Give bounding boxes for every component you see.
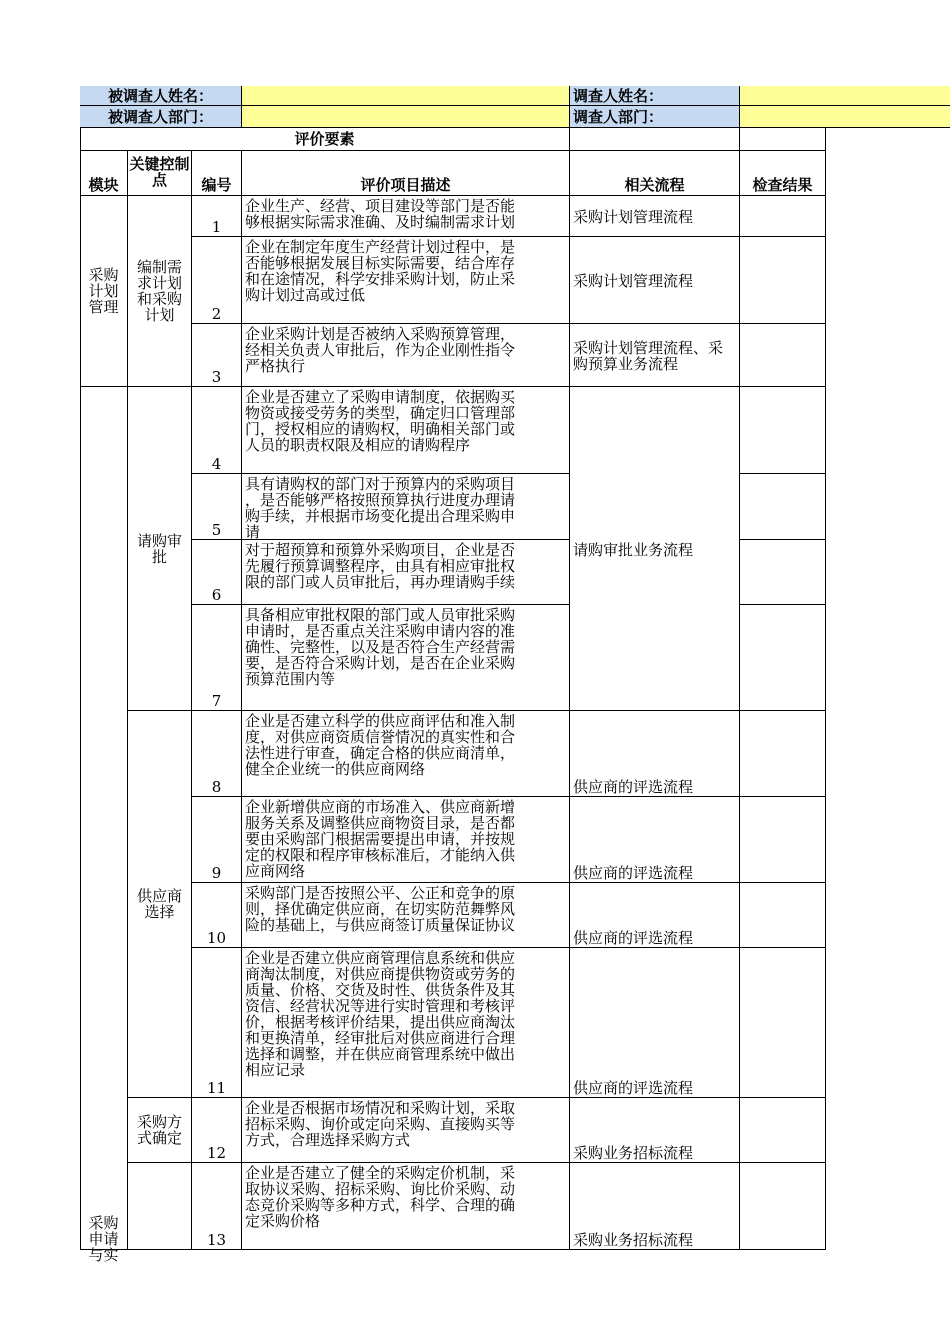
description-line: 取协议采购、招标采购、询比价采购、动 [245, 1180, 516, 1198]
process-cell [570, 324, 740, 387]
row-number [192, 540, 242, 605]
row-description [242, 196, 570, 237]
investigator-name-input[interactable] [740, 86, 950, 106]
process-cell [570, 883, 740, 948]
control-header-text: 关键控制点 [129, 155, 190, 189]
row-number [192, 883, 242, 948]
description-line: 和在途情况，科学安排采购计划，防止采 [245, 270, 516, 288]
respondent-dept-input[interactable] [242, 106, 570, 128]
row-number-text: 9 [211, 864, 222, 882]
result-cell[interactable] [740, 196, 826, 237]
row-number-text: 12 [206, 1144, 227, 1162]
description-line: 定采购价格 [245, 1212, 321, 1230]
row-number [192, 948, 242, 1098]
row-description [242, 1098, 570, 1163]
row-number-text: 13 [206, 1231, 227, 1249]
row-number [192, 1163, 242, 1250]
investigator-name-label [570, 86, 740, 106]
process-text: 采购业务招标流程 [573, 1231, 694, 1249]
description-line: 门，授权相应的请购权，明确相关部门或 [245, 420, 516, 438]
description-line: 企业采购计划是否被纳入采购预算管理， [245, 325, 516, 343]
result-cell[interactable] [740, 883, 826, 948]
row-description [242, 387, 570, 474]
process-text: 供应商的评选流程 [573, 1079, 694, 1097]
description-line: 具备相应审批权限的部门或人员审批采购 [245, 606, 516, 624]
description-line: 企业是否建立了采购申请制度，依据购买 [245, 388, 516, 406]
description-line: 商淘汰制度，对供应商提供物资或劳务的 [245, 965, 516, 983]
control-point-cell [128, 1098, 192, 1163]
number-header [192, 151, 242, 196]
process-text: 采购计划管理流程、采购预算业务流程 [573, 339, 724, 373]
process-cell [570, 387, 740, 711]
process-header [570, 151, 740, 196]
number-header-text: 编号 [201, 176, 232, 194]
row-description [242, 237, 570, 324]
result-header [740, 151, 826, 196]
description-line: 应商网络 [245, 862, 306, 880]
row-number-text: 8 [211, 778, 222, 796]
row-number [192, 324, 242, 387]
respondent-dept-label [80, 106, 242, 128]
description-line: 选择和调整，并在供应商管理系统中做出 [245, 1045, 516, 1063]
module-name: 采购申请与实 [88, 1214, 119, 1264]
row-number-text: 4 [211, 455, 222, 473]
description-line: ，是否能够严格按照预算执行进度办理请 [245, 491, 516, 509]
row-number [192, 797, 242, 883]
row-number [192, 387, 242, 474]
result-header-text: 检查结果 [752, 176, 813, 194]
result-cell[interactable] [740, 1163, 826, 1250]
process-text: 供应商的评选流程 [573, 778, 694, 796]
description-line: 购计划过高或过低 [245, 286, 366, 304]
result-cell[interactable] [740, 540, 826, 605]
row-number-text: 6 [211, 586, 222, 604]
investigator-name-label-text: 调查人姓名： [573, 86, 664, 105]
row-number-text: 7 [211, 692, 222, 710]
blank-header-cell [570, 128, 740, 151]
row-number-text: 1 [211, 218, 222, 236]
row-number-text: 5 [211, 521, 222, 539]
description-line: 否能够根据发展目标实际需要，结合库存 [245, 254, 516, 272]
description-line: 态竞价采购等多种方式，科学、合理的确 [245, 1196, 516, 1214]
process-cell [570, 196, 740, 237]
description-line: 经相关负责人审批后，作为企业刚性指令 [245, 341, 516, 359]
process-text: 请购审批业务流程 [573, 540, 694, 559]
process-text: 采购计划管理流程 [573, 272, 694, 290]
description-line: 企业是否根据市场情况和采购计划，采取 [245, 1099, 516, 1117]
row-number [192, 237, 242, 324]
description-line: 度，对供应商资质信誉情况的真实性和合 [245, 728, 516, 746]
process-cell [570, 711, 740, 797]
description-line: 预算范围内等 [245, 670, 336, 688]
process-text: 供应商的评选流程 [573, 864, 694, 882]
description-line: 企业新增供应商的市场准入、供应商新增 [245, 798, 516, 816]
process-cell [570, 1163, 740, 1250]
description-line: 健全企业统一的供应商网络 [245, 760, 426, 778]
module-header-text: 模块 [88, 176, 119, 194]
description-line: 企业在制定年度生产经营计划过程中，是 [245, 238, 516, 256]
description-line: 够根据实际需求准确、及时编制需求计划 [245, 213, 516, 231]
result-cell[interactable] [740, 711, 826, 797]
row-description [242, 540, 570, 605]
row-number-text: 11 [206, 1079, 227, 1097]
result-cell[interactable] [740, 948, 826, 1098]
row-number [192, 711, 242, 797]
investigator-dept-input[interactable] [740, 106, 950, 128]
description-line: 方式，合理选择采购方式 [245, 1131, 411, 1149]
row-number-text: 3 [211, 368, 222, 386]
description-line: 定的权限和程序审核标准后，才能纳入供 [245, 846, 516, 864]
description-line: 相应记录 [245, 1061, 306, 1079]
description-line: 企业是否建立科学的供应商评估和准入制 [245, 712, 516, 730]
description-line: 对于超预算和预算外采购项目，企业是否 [245, 541, 516, 559]
description-line: 先履行预算调整程序，由具有相应审批权 [245, 557, 516, 575]
row-description [242, 797, 570, 883]
row-number-text: 10 [206, 929, 227, 947]
process-text: 采购业务招标流程 [573, 1144, 694, 1162]
row-description [242, 711, 570, 797]
row-number [192, 196, 242, 237]
module-header [80, 151, 128, 196]
description-line: 人员的职责权限及相应的请购程序 [245, 436, 471, 454]
respondent-name-input[interactable] [242, 86, 570, 106]
control-point-name: 供应商选择 [136, 887, 182, 921]
description-line: 质量、价格、交货及时性、供货条件及其 [245, 981, 516, 999]
description-line: 申请时，是否重点关注采购申请内容的准 [245, 622, 516, 640]
description-line: 采购部门是否按照公平、公正和竞争的原 [245, 884, 516, 902]
description-line: 和更换清单，经审批后对供应商进行合理 [245, 1029, 516, 1047]
result-cell[interactable] [740, 1098, 826, 1163]
control-point-name: 采购方式确定 [136, 1113, 182, 1147]
investigator-dept-label-text: 调查人部门： [573, 107, 664, 126]
process-cell [570, 948, 740, 1098]
result-cell[interactable] [740, 387, 826, 474]
module-cell [80, 387, 128, 1264]
process-header-text: 相关流程 [624, 176, 685, 194]
description-line: 价，根据考核评价结果，提出供应商淘汰 [245, 1013, 516, 1031]
row-description [242, 474, 570, 540]
blank-header-cell [740, 128, 826, 151]
description-line: 物资或接受劳务的类型，确定归口管理部 [245, 404, 516, 422]
description-line: 招标采购、询价或定向采购、直接购买等 [245, 1115, 516, 1133]
control-header [128, 151, 192, 196]
description-header [242, 151, 570, 196]
process-cell [570, 1098, 740, 1163]
result-cell[interactable] [740, 324, 826, 387]
process-cell [570, 797, 740, 883]
row-description [242, 948, 570, 1098]
description-line: 要，是否符合采购计划，是否在企业采购 [245, 654, 516, 672]
description-line: 请 [245, 523, 261, 541]
control-point-cell [128, 387, 192, 711]
investigator-dept-label [570, 106, 740, 128]
module-cell [80, 196, 128, 387]
description-line: 限的部门或人员审批后，再办理请购手续 [245, 573, 516, 591]
process-cell [570, 237, 740, 324]
eval-elements-text: 评价要素 [294, 130, 355, 148]
description-line: 企业生产、经营、项目建设等部门是否能 [245, 197, 516, 215]
row-description [242, 1163, 570, 1250]
description-line: 购手续，并根据市场变化提出合理采购申 [245, 507, 516, 525]
description-line: 企业是否建立供应商管理信息系统和供应 [245, 949, 516, 967]
control-point-cell [128, 711, 192, 1098]
control-point-cell [128, 1163, 192, 1250]
row-description [242, 883, 570, 948]
result-cell[interactable] [740, 474, 826, 540]
description-line: 确性、完整性，以及是否符合生产经营需 [245, 638, 516, 656]
description-line: 法性进行审查，确定合格的供应商清单， [245, 744, 516, 762]
respondent-name-label [80, 86, 242, 106]
result-cell[interactable] [740, 605, 826, 711]
description-line: 要由采购部门根据需要提出申请，并按规 [245, 830, 516, 848]
row-number-text: 2 [211, 305, 222, 323]
respondent-dept-label-text: 被调查人部门： [107, 107, 213, 126]
description-line: 则，择优确定供应商，在切实防范舞弊风 [245, 900, 516, 918]
description-line: 险的基础上，与供应商签订质量保证协议 [245, 916, 516, 934]
control-point-name: 编制需求计划和采购计划 [136, 258, 182, 324]
control-point-name: 请购审批 [136, 531, 182, 566]
row-number [192, 1098, 242, 1163]
process-text: 供应商的评选流程 [573, 929, 694, 947]
eval-elements-header [80, 128, 570, 151]
description-line: 资信、经营状况等进行实时管理和考核评 [245, 997, 516, 1015]
description-header-text: 评价项目描述 [360, 176, 451, 194]
description-line: 企业是否建立了健全的采购定价机制，采 [245, 1164, 516, 1182]
description-line: 服务关系及调整供应商物资目录，是否都 [245, 814, 516, 832]
process-text: 采购计划管理流程 [573, 208, 694, 226]
control-point-cell [128, 196, 192, 387]
description-line: 严格执行 [245, 357, 306, 375]
row-number [192, 605, 242, 711]
result-cell[interactable] [740, 237, 826, 324]
description-line: 具有请购权的部门对于预算内的采购项目 [245, 475, 516, 493]
result-cell[interactable] [740, 797, 826, 883]
row-number [192, 474, 242, 540]
row-description [242, 324, 570, 387]
row-description [242, 605, 570, 711]
respondent-name-label-text: 被调查人姓名： [107, 86, 213, 105]
module-name: 采购计划管理 [88, 266, 119, 316]
